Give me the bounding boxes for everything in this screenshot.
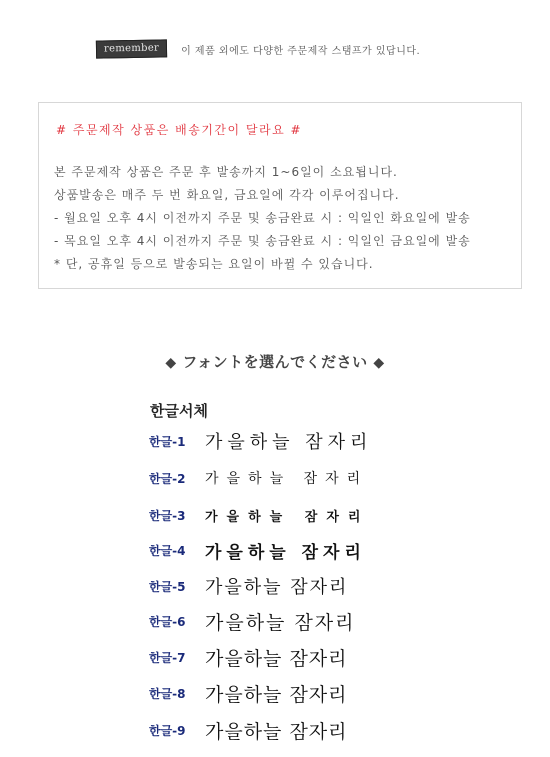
font-sample-text: 가을하늘 잠자리	[205, 471, 369, 487]
font-select-header	[0, 351, 550, 372]
panel-title: 한글서체	[150, 402, 208, 420]
font-option-hangul-3[interactable]	[149, 500, 369, 530]
font-option-label: 한글-6	[149, 614, 186, 629]
font-option-hangul-2[interactable]	[149, 463, 368, 493]
font-sample-text: 가을하늘 잠자리	[205, 509, 370, 525]
font-option-label: 한글-9	[149, 723, 186, 738]
font-option-label: 한글-7	[149, 650, 186, 665]
font-sample-text: 가을하늘 잠자리	[205, 432, 373, 453]
notice-line: - 목요일 오후 4시 이전까지 주문 및 송금완료 시 : 익일인 금요일에 발송	[54, 234, 471, 248]
font-sample-text: 가을하늘 잠자리	[205, 611, 356, 634]
diamond-icon: ◆	[165, 355, 177, 371]
font-option-label: 한글-1	[149, 434, 186, 449]
font-sample-text: 가을하늘 잠자리	[205, 720, 348, 743]
shipping-notice-box	[38, 102, 522, 289]
font-option-hangul-7[interactable]	[149, 642, 348, 672]
notice-line: 본 주문제작 상품은 주문 후 발송까지 1~6일이 소요됩니다.	[54, 165, 398, 179]
font-option-hangul-4[interactable]	[149, 535, 366, 565]
font-option-hangul-9[interactable]	[149, 715, 348, 745]
font-sample-text: 가을하늘 잠자리	[205, 683, 348, 706]
font-option-hangul-5[interactable]	[149, 571, 348, 601]
font-sample-panel	[128, 380, 417, 757]
intro-line	[96, 39, 420, 59]
notice-line: * 단, 공휴일 등으로 발송되는 요일이 바뀔 수 있습니다.	[54, 257, 374, 271]
font-option-hangul-8[interactable]	[149, 678, 348, 708]
font-select-heading: フォントを選んでください	[182, 353, 368, 371]
font-sample-text: 가을하늘 잠자리	[205, 542, 366, 563]
font-option-label: 한글-8	[149, 686, 186, 701]
font-option-hangul-6[interactable]	[149, 606, 356, 636]
notice-lines	[54, 161, 471, 276]
font-option-label: 한글-5	[149, 579, 186, 594]
diamond-icon: ◆	[373, 355, 385, 371]
notice-line: - 월요일 오후 4시 이전까지 주문 및 송금완료 시 : 익일인 화요일에 발송	[54, 211, 471, 225]
font-option-label: 한글-4	[149, 543, 186, 558]
intro-text: 이 제품 외에도 다양한 주문제작 스탬프가 있답니다.	[181, 45, 421, 57]
remember-stamp-logo: remember	[96, 39, 167, 58]
font-sample-text: 가을하늘 잠자리	[205, 577, 349, 598]
font-option-label: 한글-3	[149, 508, 186, 523]
notice-title: # 주문제작 상품은 배송기간이 달라요 #	[56, 123, 303, 137]
font-sample-text: 가을하늘 잠자리	[205, 647, 348, 670]
font-option-label: 한글-2	[149, 471, 186, 486]
notice-line: 상품발송은 매주 두 번 화요일, 금요일에 각각 이루어집니다.	[54, 188, 400, 202]
font-option-hangul-1[interactable]	[149, 426, 372, 456]
